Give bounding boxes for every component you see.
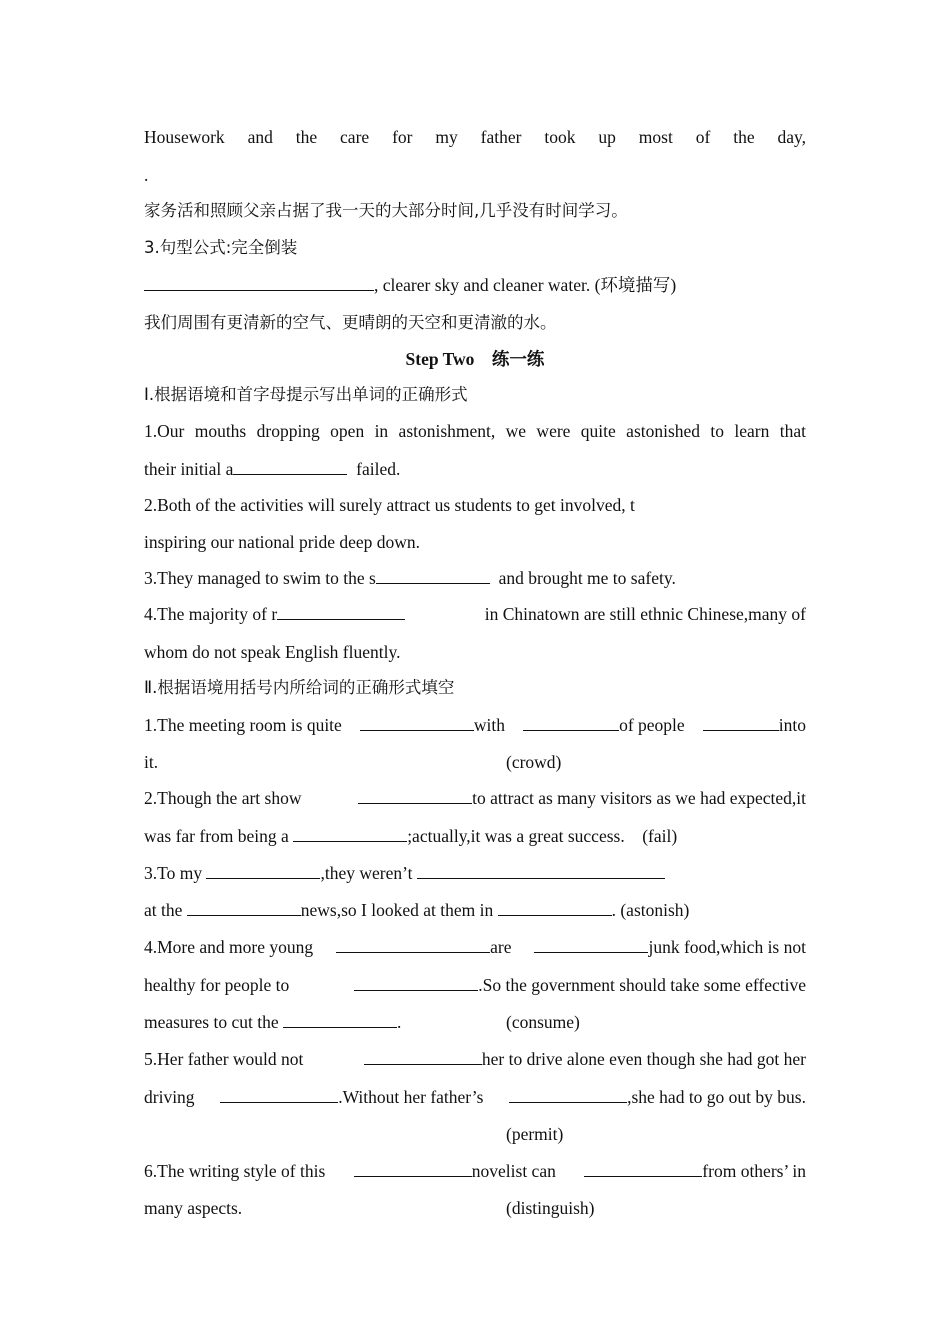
s2-q2-line-2: [144, 825, 806, 847]
s2-q3-text-5: .: [611, 900, 616, 920]
s1-q4-line-2: whom do not speak English fluently.: [144, 642, 401, 662]
sentence-line-1: Housework and the care for my father took up most of the day,: [144, 127, 806, 147]
sentence-line-2: .: [144, 165, 149, 185]
s1-q3-line: [144, 567, 806, 589]
s2-q2-text-4: ;actually,it was a great success.: [407, 826, 625, 846]
s1-q1-line-2: [144, 458, 806, 480]
s2-q3-line-1: [144, 862, 806, 884]
s1-q4-line-1: [144, 603, 806, 625]
s2-q2-text-1: 2.Though the art show: [144, 788, 302, 808]
answer-blank[interactable]: [354, 974, 478, 991]
s1-q1-line-1: 1.Our mouths dropping open in astonishment, we were quite astonished to learn that: [144, 421, 806, 441]
s1-q1-pre: their initial a: [144, 459, 234, 479]
step-title: [144, 348, 806, 370]
formula-text: , clearer sky and cleaner water. (环境描写): [374, 275, 677, 295]
s2-q5-text-1: 5.Her father would not: [144, 1049, 304, 1069]
s2-q4-hint: (consume): [506, 1012, 580, 1032]
s2-q3-hint: (astonish): [620, 900, 690, 920]
s2-q2-text-3: was far from being a: [144, 826, 289, 846]
s2-q3-text-3: at the: [144, 900, 183, 920]
s1-q3-pre: 3.They managed to swim to the s: [144, 568, 376, 588]
step-title-text: Step Two 练一练: [405, 349, 545, 369]
s2-q4-text-6: measures to cut the: [144, 1012, 279, 1032]
s2-q5-line-2: [144, 1086, 806, 1108]
s2-q5-text-4: .Without her father’s: [338, 1087, 484, 1107]
answer-blank[interactable]: [376, 567, 490, 584]
s2-q4-line-1: [144, 936, 806, 958]
answer-blank[interactable]: [187, 899, 301, 916]
s2-q3-line-2: [144, 899, 806, 921]
s2-q1-hint: (crowd): [506, 752, 562, 772]
s2-q4-text-3: junk food,which is not: [648, 937, 806, 957]
answer-blank[interactable]: [523, 714, 619, 731]
s1-q3-post: and brought me to safety.: [498, 568, 676, 588]
answer-blank[interactable]: [417, 862, 665, 879]
s2-q6-line-2: many aspects.: [144, 1198, 243, 1218]
s2-q2-line-1: [144, 787, 806, 809]
s1-q2-line-2: inspiring our national pride deep down.: [144, 532, 421, 552]
formula-line: [144, 274, 806, 296]
s2-q6-line-1: [144, 1160, 806, 1182]
s2-q2-text-2: to attract as many visitors as we had expected,it: [472, 788, 806, 808]
formula-translation: 我们周围有更清新的空气、更晴朗的天空和更清澈的水。: [144, 313, 557, 332]
s2-q3-text-4: news,so I looked at them in: [300, 900, 494, 920]
s2-q1-text-3: of people: [619, 715, 685, 735]
s2-q4-line-2: [144, 974, 806, 996]
answer-blank[interactable]: [293, 825, 407, 842]
sentence-translation: 家务活和照顾父亲占据了我一天的大部分时间,几乎没有时间学习。: [144, 201, 628, 220]
s2-q3-text-1: 3.To my: [144, 863, 203, 883]
s1-q1-post: failed.: [356, 459, 401, 479]
s1-q2-line-1: 2.Both of the activities will surely attract us students to get involved, t: [144, 495, 635, 515]
s2-q3-text-2: ,they weren’t: [320, 863, 413, 883]
s1-q4-pre: 4.The majority of r: [144, 604, 278, 624]
answer-blank[interactable]: [358, 787, 472, 804]
s2-q1-text-1: 1.The meeting room is quite: [144, 715, 342, 735]
s2-q5-line-1: [144, 1048, 806, 1070]
s2-q5-text-5: ,she had to go out by bus.: [627, 1087, 806, 1107]
s2-q1-text-2: with: [473, 715, 505, 735]
s1-q4-post: in Chinatown are still ethnic Chinese,many of: [484, 604, 806, 624]
answer-blank[interactable]: [534, 936, 648, 953]
answer-blank[interactable]: [364, 1048, 482, 1065]
answer-blank[interactable]: [498, 899, 612, 916]
answer-blank[interactable]: [360, 714, 474, 731]
s2-q6-hint: (distinguish): [506, 1198, 595, 1218]
answer-blank[interactable]: [144, 274, 374, 291]
s2-q4-text-2: are: [490, 937, 512, 957]
s2-q1-line-2: it.: [144, 752, 159, 772]
s2-q5-text-2: her to drive alone even though she had got her: [481, 1049, 806, 1069]
answer-blank[interactable]: [584, 1160, 702, 1177]
section-2-title: Ⅱ.根据语境用括号内所给词的正确形式填空: [144, 678, 455, 697]
s2-q5-text-3: driving: [144, 1087, 195, 1107]
section-1-title: Ⅰ.根据语境和首字母提示写出单词的正确形式: [144, 385, 468, 404]
answer-blank[interactable]: [277, 603, 405, 620]
s2-q4-line-3: [144, 1011, 806, 1033]
answer-blank[interactable]: [703, 714, 779, 731]
s2-q4-text-1: 4.More and more young: [144, 937, 314, 957]
s2-q5-hint: (permit): [506, 1124, 564, 1144]
answer-blank[interactable]: [509, 1086, 627, 1103]
answer-blank[interactable]: [354, 1160, 472, 1177]
answer-blank[interactable]: [220, 1086, 338, 1103]
s2-q4-text-7: .: [396, 1012, 402, 1032]
answer-blank[interactable]: [336, 936, 490, 953]
answer-blank[interactable]: [283, 1011, 397, 1028]
s2-q6-text-3: from others’ in: [702, 1161, 806, 1181]
s2-q6-text-1: 6.The writing style of this: [144, 1161, 326, 1181]
answer-blank[interactable]: [206, 862, 320, 879]
formula-title: 3.句型公式:完全倒装: [144, 238, 298, 257]
s2-q1-line-1: [144, 714, 806, 736]
s2-q4-text-4: healthy for people to: [144, 975, 290, 995]
s2-q1-text-4: into: [778, 715, 806, 735]
answer-blank[interactable]: [233, 458, 347, 475]
s2-q6-text-2: novelist can: [471, 1161, 556, 1181]
s2-q4-text-5: .So the government should take some effective: [478, 975, 806, 995]
s2-q2-hint: (fail): [642, 826, 678, 846]
